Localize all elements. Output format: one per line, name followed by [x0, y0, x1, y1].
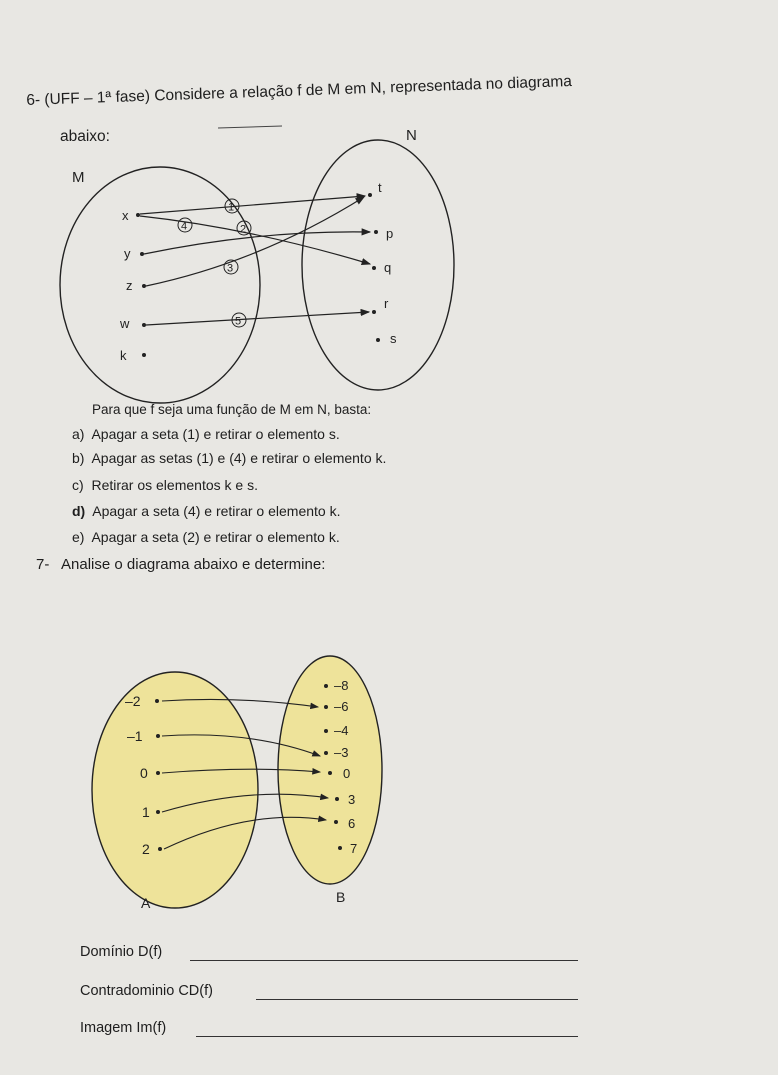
option-e-letter: e)	[72, 529, 85, 545]
q7-header	[36, 556, 325, 573]
q6-option-b	[72, 450, 386, 466]
q6-option-a	[72, 426, 340, 442]
q6-arrow-4	[140, 216, 370, 264]
set-m-label: M	[72, 169, 85, 186]
answer-codomain-line[interactable]	[256, 999, 578, 1000]
q6-header-line1: (UFF – 1ª fase) Considere a relação f de M em N, representada no diagrama	[44, 72, 573, 109]
svg-text:0: 0	[140, 765, 148, 781]
n-element-t	[368, 180, 382, 197]
svg-text:r: r	[384, 296, 389, 311]
svg-text:1: 1	[228, 201, 235, 214]
svg-text:p: p	[386, 226, 394, 241]
svg-text:3: 3	[227, 262, 234, 275]
n-element-s	[376, 331, 397, 346]
svg-text:1: 1	[142, 804, 150, 820]
arrow-label-2	[237, 221, 251, 236]
q6-option-c	[72, 477, 258, 493]
m-element-y	[124, 246, 144, 261]
q6-option-e	[72, 529, 340, 545]
option-d-letter: d)	[72, 503, 86, 519]
svg-text:5: 5	[235, 315, 242, 328]
m-element-w	[119, 316, 146, 331]
answer-domain-label: Domínio D(f)	[80, 944, 163, 960]
arrow-label-4	[178, 218, 192, 233]
option-a-text: Apagar a seta (1) e retirar o elemento s.	[91, 426, 340, 442]
q6-arrow-1	[140, 196, 365, 214]
svg-text:0: 0	[343, 766, 351, 781]
svg-text:–4: –4	[334, 723, 349, 738]
q6-number: 6-	[26, 91, 41, 109]
m-element-k	[120, 348, 146, 363]
q7-number: 7-	[36, 556, 50, 573]
svg-text:4: 4	[181, 220, 188, 233]
svg-text:w: w	[120, 316, 130, 331]
q6-prompt: Para que f seja uma função de M em N, basta:	[92, 402, 372, 417]
answer-image-label: Imagem Im(f)	[80, 1020, 167, 1036]
q6-header-line2: abaixo:	[60, 128, 110, 145]
svg-text:6: 6	[348, 816, 356, 831]
svg-text:–1: –1	[127, 728, 143, 744]
svg-text:–2: –2	[125, 693, 141, 709]
q7-header-text: Analise o diagrama abaixo e determine:	[61, 556, 326, 573]
n-element-r	[372, 296, 389, 314]
svg-text:k: k	[120, 348, 127, 363]
svg-text:x: x	[122, 208, 129, 223]
set-a-label: A	[141, 895, 151, 911]
svg-text:–3: –3	[334, 745, 349, 760]
svg-text:q: q	[384, 260, 392, 275]
arrow-label-3	[224, 260, 238, 275]
svg-text:7: 7	[350, 841, 358, 856]
option-e-text: Apagar a seta (2) e retirar o elemento k.	[91, 529, 340, 545]
m-element-z	[126, 278, 146, 293]
svg-text:y: y	[124, 246, 131, 261]
m-element-x	[122, 208, 140, 223]
svg-text:–8: –8	[334, 678, 349, 693]
option-b-text: Apagar as setas (1) e (4) e retirar o elemento k.	[91, 450, 387, 466]
option-c-letter: c)	[72, 477, 84, 493]
svg-text:z: z	[126, 278, 133, 293]
answer-codomain-label: Contradominio CD(f)	[80, 983, 213, 999]
q6-option-d	[72, 503, 340, 519]
svg-text:s: s	[390, 331, 397, 346]
option-b-letter: b)	[72, 450, 85, 466]
option-a-letter: a)	[72, 426, 85, 442]
n-element-q	[372, 260, 391, 275]
set-a-oval	[92, 672, 258, 908]
svg-text:t: t	[378, 180, 382, 195]
set-b-label: B	[336, 889, 346, 905]
svg-text:2: 2	[240, 223, 247, 236]
arrow-label-5	[232, 313, 246, 328]
header-underline-mark	[218, 126, 282, 128]
option-c-text: Retirar os elementos k e s.	[91, 477, 258, 493]
svg-text:2: 2	[142, 841, 150, 857]
svg-text:3: 3	[348, 792, 356, 807]
svg-text:–6: –6	[334, 699, 349, 714]
answer-domain-line[interactable]	[190, 960, 578, 961]
option-d-text: Apagar a seta (4) e retirar o elemento k.	[92, 503, 341, 519]
n-element-p	[374, 226, 393, 241]
answer-image-line[interactable]	[196, 1036, 578, 1037]
set-n-oval	[302, 140, 454, 390]
set-n-label: N	[406, 127, 417, 144]
